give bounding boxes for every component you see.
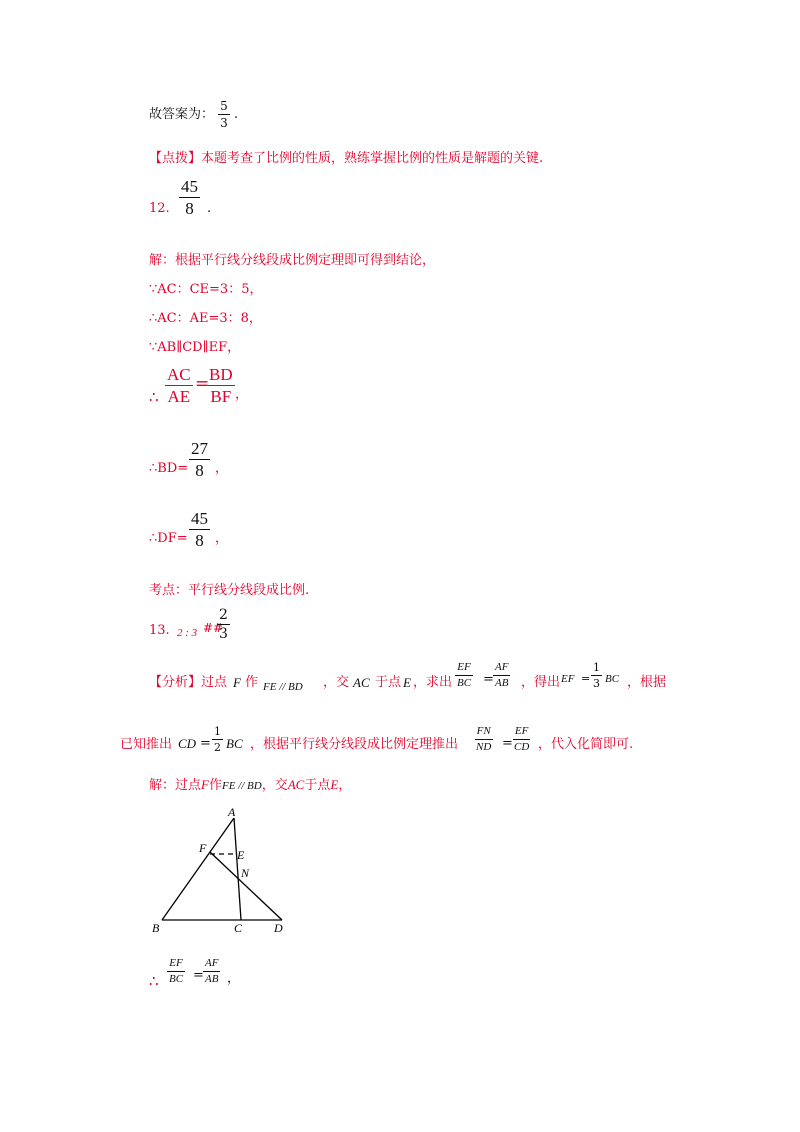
fe-parallel-bd: FE // BD — [263, 681, 303, 693]
comma: ， — [235, 387, 249, 402]
q12-fraction — [179, 178, 200, 217]
label-n: N — [241, 866, 250, 880]
analysis-text: ，求出 — [413, 675, 453, 690]
equals-sign: = — [195, 374, 210, 394]
label-c: C — [234, 921, 243, 935]
af-ab-fraction — [203, 958, 220, 985]
equals-sign: = — [483, 672, 494, 687]
fraction-denominator: CD — [514, 741, 530, 753]
ratio-text: 2 : 3 — [177, 627, 198, 639]
triangle-figure — [148, 806, 298, 936]
bd-prefix: ∴BD= — [149, 461, 189, 476]
label-b: B — [152, 921, 160, 935]
segment-ab — [162, 818, 234, 920]
fraction-numerator: 27 — [191, 439, 208, 458]
equals-sign: = — [502, 736, 513, 751]
segment-ac — [234, 818, 241, 920]
fraction-numerator: EF — [513, 726, 530, 740]
fn-nd-fraction — [474, 726, 493, 753]
step-1: ∵AC：CE=3：5， — [149, 282, 263, 297]
q13-fraction — [217, 608, 230, 641]
fraction-denominator: 8 — [195, 531, 204, 550]
solution-text: 于点 — [304, 778, 331, 793]
fraction-numerator: 1 — [214, 725, 221, 738]
ef-bc-fraction — [167, 958, 185, 985]
kaodian-line: 考点：平行线分线段成比例. — [149, 583, 310, 598]
fraction-denominator: AB — [205, 973, 219, 985]
fraction-denominator: 2 — [214, 741, 221, 754]
analysis-line-2 — [120, 726, 680, 762]
fraction-denominator: 3 — [220, 116, 228, 130]
segment-fd — [210, 852, 282, 920]
point-f: F — [233, 675, 241, 690]
fraction-denominator: 3 — [219, 626, 228, 642]
segment-cd: CD — [178, 736, 197, 751]
answer-line — [149, 100, 238, 129]
therefore-symbol: ∴ — [149, 388, 159, 406]
one-third-fraction — [591, 662, 602, 689]
solution-text: 解：过点 — [149, 778, 202, 793]
therefore-symbol: ∴ — [149, 972, 159, 990]
analysis-line-1 — [149, 662, 689, 698]
comma: ， — [227, 971, 241, 986]
answer-tail: . — [233, 107, 239, 122]
label-e: E — [237, 848, 245, 862]
one-half-fraction — [212, 726, 223, 753]
analysis-text: ，根据 — [627, 675, 667, 690]
fraction-denominator: 8 — [185, 199, 194, 218]
step-2: ∴AC：AE=3：8， — [149, 311, 262, 326]
fraction-denominator: AE — [167, 387, 191, 406]
fraction-numerator: EF — [455, 662, 472, 676]
answer-fraction — [218, 100, 230, 129]
step-3: ∵AB∥CD∥EF， — [149, 340, 241, 355]
analysis-text: ，得出 — [521, 675, 561, 690]
analysis-text: 于点 — [375, 675, 402, 690]
answer-prefix: 故答案为： — [149, 107, 215, 122]
fraction-numerator: AF — [493, 662, 510, 676]
ac-ae-fraction — [165, 366, 193, 405]
equals-sign: = — [193, 968, 204, 983]
segment-ef: EF — [561, 673, 575, 685]
analysis-text: ，根据平行线分线段成比例定理推出 — [250, 737, 459, 752]
analysis-text: ，交 — [323, 675, 350, 690]
solution-13-line — [149, 778, 351, 792]
point-e: E — [403, 675, 411, 690]
label-a: A — [228, 806, 236, 819]
fraction-numerator: 45 — [191, 509, 208, 528]
fraction-denominator: AB — [495, 677, 509, 689]
fraction-numerator: AF — [203, 958, 220, 972]
solution-text: ，交 — [261, 778, 288, 793]
tip-line: 【点拨】本题考查了比例的性质，熟练掌握比例的性质是解题的关键. — [149, 151, 544, 166]
fraction-denominator: 3 — [593, 677, 600, 690]
fraction-numerator: FN — [475, 726, 493, 740]
label-d: D — [274, 921, 283, 935]
ef-bc-fraction — [455, 662, 473, 689]
fraction-numerator: EF — [167, 958, 184, 972]
comma: ， — [215, 461, 229, 476]
analysis-text: ，代入化简即可. — [538, 737, 634, 752]
analysis-text: 【分析】过点 — [149, 675, 228, 690]
point-f: F — [201, 777, 209, 792]
segment-ac: AC — [353, 675, 370, 690]
fraction-denominator: BF — [210, 387, 232, 406]
fraction-numerator: AC — [167, 365, 191, 384]
bd-fraction — [189, 440, 210, 479]
q12-solution: 解：根据平行线分线段成比例定理即可得到结论， — [149, 253, 436, 268]
analysis-text: 已知推出 — [120, 737, 173, 752]
fraction-numerator: BD — [209, 365, 233, 384]
equals-sign: = — [200, 736, 211, 751]
df-fraction — [189, 510, 210, 549]
ef-cd-fraction — [512, 726, 531, 753]
solution-text: 作 — [208, 778, 222, 793]
fraction-numerator: 5 — [220, 99, 228, 113]
question-number: 13. — [149, 623, 170, 638]
af-ab-fraction — [493, 662, 510, 689]
label-f: F — [199, 841, 207, 855]
segment-bc: BC — [226, 736, 243, 751]
comma: ， — [215, 531, 229, 546]
bd-bf-fraction — [207, 366, 235, 405]
fraction-denominator: ND — [476, 741, 492, 753]
fraction-numerator: 1 — [593, 661, 600, 674]
fraction-numerator: 2 — [219, 607, 228, 623]
hash-separator: ## — [203, 621, 224, 635]
q12-tail: . — [207, 201, 212, 216]
equals-sign: = — [581, 672, 591, 685]
analysis-text: 作 — [245, 675, 259, 690]
fraction-denominator: BC — [457, 677, 472, 689]
fraction-numerator: 45 — [181, 177, 198, 196]
point-e: E — [330, 777, 339, 792]
df-prefix: ∴DF= — [149, 531, 188, 546]
fe-parallel-bd: FE // BD — [221, 780, 262, 792]
segment-bc: BC — [605, 673, 620, 685]
solution-text: ， — [338, 778, 352, 793]
fraction-denominator: 8 — [195, 461, 204, 480]
fraction-denominator: BC — [169, 973, 184, 985]
segment-ac: AC — [287, 777, 305, 792]
question-number: 12. — [149, 201, 170, 216]
